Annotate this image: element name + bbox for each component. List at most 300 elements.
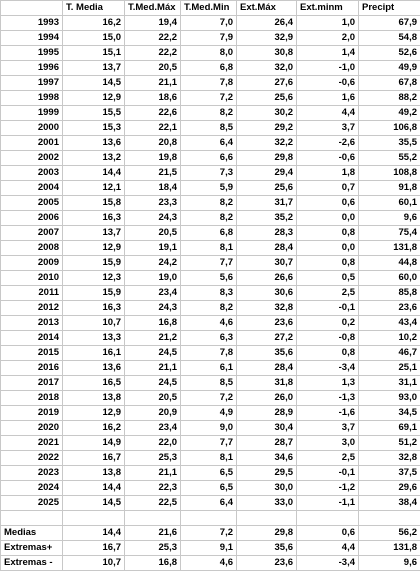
year-cell[interactable]: 2000 (1, 121, 63, 136)
t-med-min-cell[interactable]: 8,2 (181, 196, 237, 211)
t-med-min-cell[interactable]: 4,6 (181, 316, 237, 331)
ext-max-cell[interactable]: 29,8 (237, 151, 297, 166)
ext-min-cell[interactable]: 0,6 (297, 526, 359, 541)
precip-cell[interactable]: 108,8 (359, 166, 420, 181)
t-med-max-cell[interactable]: 22,0 (125, 436, 181, 451)
table-row (1, 181, 420, 196)
table-row (1, 451, 420, 466)
t-med-min-cell[interactable]: 8,5 (181, 376, 237, 391)
t-med-max-cell[interactable]: 19,0 (125, 271, 181, 286)
ext-min-cell[interactable]: 1,8 (297, 166, 359, 181)
ext-max-cell[interactable]: 23,6 (237, 316, 297, 331)
t-media-cell[interactable] (63, 511, 125, 526)
t-med-max-cell[interactable]: 19,8 (125, 151, 181, 166)
ext-max-cell[interactable]: 30,0 (237, 481, 297, 496)
t-med-max-cell[interactable]: 24,3 (125, 211, 181, 226)
t-med-min-cell[interactable]: 6,8 (181, 61, 237, 76)
t-media-cell[interactable]: 16,2 (63, 421, 125, 436)
year-cell[interactable]: 1995 (1, 46, 63, 61)
precip-cell[interactable]: 37,5 (359, 466, 420, 481)
precip-cell[interactable]: 29,6 (359, 481, 420, 496)
precip-cell[interactable]: 91,8 (359, 181, 420, 196)
ext-max-cell[interactable]: 29,8 (237, 526, 297, 541)
t-media-cell[interactable]: 12,9 (63, 406, 125, 421)
precip-cell[interactable]: 46,7 (359, 346, 420, 361)
t-media-cell[interactable]: 15,1 (63, 46, 125, 61)
table-row (1, 466, 420, 481)
ext-max-cell[interactable]: 30,6 (237, 286, 297, 301)
ext-min-cell[interactable]: -2,6 (297, 136, 359, 151)
t-media-cell[interactable]: 13,7 (63, 61, 125, 76)
t-med-max-cell[interactable]: 23,4 (125, 286, 181, 301)
table-row (1, 496, 420, 511)
table-row (1, 301, 420, 316)
ext-min-cell[interactable]: 0,8 (297, 226, 359, 241)
t-media-cell[interactable]: 16,1 (63, 346, 125, 361)
precip-cell[interactable]: 34,5 (359, 406, 420, 421)
ext-min-cell[interactable]: 4,4 (297, 106, 359, 121)
year-cell[interactable]: 2020 (1, 421, 63, 436)
t-med-min-cell[interactable]: 7,8 (181, 76, 237, 91)
t-med-max-cell[interactable]: 21,2 (125, 331, 181, 346)
ext-max-cell[interactable]: 29,2 (237, 121, 297, 136)
ext-min-cell[interactable]: 1,4 (297, 46, 359, 61)
year-cell[interactable]: 2007 (1, 226, 63, 241)
table-row (1, 391, 420, 406)
t-media-cell[interactable]: 14,4 (63, 526, 125, 541)
year-cell[interactable]: 1997 (1, 76, 63, 91)
t-med-min-cell[interactable]: 4,6 (181, 556, 237, 571)
t-media-cell[interactable]: 15,9 (63, 256, 125, 271)
ext-min-cell[interactable]: -1,0 (297, 61, 359, 76)
table-row (1, 106, 420, 121)
ext-max-cell[interactable]: 27,6 (237, 76, 297, 91)
t-med-max-cell[interactable]: 24,5 (125, 376, 181, 391)
t-media-cell[interactable]: 15,8 (63, 196, 125, 211)
ext-min-cell[interactable]: 0,8 (297, 256, 359, 271)
ext-max-cell[interactable]: 32,9 (237, 31, 297, 46)
ext-max-cell[interactable]: 26,6 (237, 271, 297, 286)
t-med-max-cell[interactable]: 23,3 (125, 196, 181, 211)
ext-max-cell[interactable]: 26,0 (237, 391, 297, 406)
ext-min-cell[interactable]: 3,0 (297, 436, 359, 451)
ext-min-cell[interactable] (297, 511, 359, 526)
t-media-cell[interactable]: 10,7 (63, 316, 125, 331)
year-cell[interactable]: Medias (1, 526, 63, 541)
t-med-max-cell[interactable]: 16,8 (125, 556, 181, 571)
t-media-cell[interactable]: 15,5 (63, 106, 125, 121)
t-media-cell[interactable]: 16,3 (63, 301, 125, 316)
ext-min-cell[interactable]: -1,3 (297, 391, 359, 406)
ext-min-cell[interactable]: 4,4 (297, 541, 359, 556)
table-row (1, 481, 420, 496)
t-med-min-cell[interactable]: 8,1 (181, 451, 237, 466)
precip-cell[interactable]: 23,6 (359, 301, 420, 316)
year-cell[interactable]: 1994 (1, 31, 63, 46)
t-med-min-cell[interactable]: 9,0 (181, 421, 237, 436)
blank-row (1, 511, 420, 526)
t-med-min-cell[interactable]: 8,2 (181, 301, 237, 316)
precip-cell[interactable]: 49,2 (359, 106, 420, 121)
t-med-min-cell[interactable]: 5,9 (181, 181, 237, 196)
year-cell[interactable]: 2013 (1, 316, 63, 331)
year-cell[interactable] (1, 511, 63, 526)
t-med-min-cell[interactable]: 7,7 (181, 256, 237, 271)
t-med-min-cell[interactable]: 8,3 (181, 286, 237, 301)
t-med-max-cell[interactable]: 24,2 (125, 256, 181, 271)
t-med-max-cell[interactable]: 25,3 (125, 451, 181, 466)
t-med-min-cell[interactable]: 7,8 (181, 346, 237, 361)
ext-max-cell[interactable]: 29,5 (237, 466, 297, 481)
t-med-min-cell[interactable]: 6,5 (181, 466, 237, 481)
t-med-min-cell[interactable]: 8,1 (181, 241, 237, 256)
table-row (1, 196, 420, 211)
t-med-min-cell[interactable]: 4,9 (181, 406, 237, 421)
ext-min-cell[interactable]: -0,6 (297, 76, 359, 91)
ext-max-cell[interactable]: 26,4 (237, 16, 297, 31)
table-row (1, 76, 420, 91)
t-med-max-cell[interactable]: 19,1 (125, 241, 181, 256)
ext-min-cell[interactable]: -3,4 (297, 361, 359, 376)
precip-cell[interactable]: 131,8 (359, 241, 420, 256)
t-media-cell[interactable]: 13,6 (63, 136, 125, 151)
year-cell[interactable]: 2001 (1, 136, 63, 151)
table-row (1, 211, 420, 226)
precip-cell[interactable]: 131,8 (359, 541, 420, 556)
ext-min-cell[interactable]: 0,2 (297, 316, 359, 331)
t-med-min-cell[interactable]: 8,2 (181, 106, 237, 121)
year-cell[interactable]: 2004 (1, 181, 63, 196)
table-row (1, 31, 420, 46)
ext-max-cell[interactable]: 31,8 (237, 376, 297, 391)
t-media-cell[interactable]: 13,2 (63, 151, 125, 166)
ext-max-cell[interactable]: 35,6 (237, 541, 297, 556)
precip-cell[interactable]: 67,8 (359, 76, 420, 91)
precip-cell[interactable]: Precipt (359, 1, 420, 16)
t-med-max-cell[interactable]: 24,5 (125, 346, 181, 361)
table-row (1, 46, 420, 61)
ext-max-cell[interactable]: 32,2 (237, 136, 297, 151)
ext-min-cell[interactable]: 0,6 (297, 196, 359, 211)
table-row (1, 436, 420, 451)
ext-max-cell[interactable]: 28,9 (237, 406, 297, 421)
t-media-cell[interactable]: 14,5 (63, 76, 125, 91)
precip-cell[interactable]: 56,2 (359, 526, 420, 541)
t-media-cell[interactable]: 15,0 (63, 31, 125, 46)
ext-min-cell[interactable]: 0,0 (297, 241, 359, 256)
ext-max-cell[interactable]: 28,7 (237, 436, 297, 451)
year-cell[interactable]: 2015 (1, 346, 63, 361)
precip-cell[interactable]: 35,5 (359, 136, 420, 151)
summary-row (1, 526, 420, 541)
t-med-min-cell[interactable]: 7,2 (181, 391, 237, 406)
t-med-min-cell[interactable]: 6,3 (181, 331, 237, 346)
year-cell[interactable]: 2016 (1, 361, 63, 376)
table-row (1, 361, 420, 376)
ext-max-cell[interactable]: 32,0 (237, 61, 297, 76)
t-med-min-cell[interactable]: 7,9 (181, 31, 237, 46)
table-row (1, 241, 420, 256)
t-med-max-cell[interactable]: T.Med.Máx (125, 1, 181, 16)
precip-cell[interactable]: 38,4 (359, 496, 420, 511)
t-media-cell[interactable]: 13,7 (63, 226, 125, 241)
t-media-cell[interactable]: 16,7 (63, 451, 125, 466)
t-med-min-cell[interactable]: 6,6 (181, 151, 237, 166)
year-cell[interactable]: 2008 (1, 241, 63, 256)
ext-min-cell[interactable]: 1,6 (297, 91, 359, 106)
ext-max-cell[interactable]: 30,8 (237, 46, 297, 61)
ext-min-cell[interactable]: -0,1 (297, 301, 359, 316)
table-row (1, 121, 420, 136)
year-cell[interactable]: 2024 (1, 481, 63, 496)
t-med-max-cell[interactable]: 22,2 (125, 31, 181, 46)
year-cell[interactable]: 2021 (1, 436, 63, 451)
t-media-cell[interactable]: T. Media (63, 1, 125, 16)
t-med-min-cell[interactable]: 7,3 (181, 166, 237, 181)
t-med-min-cell[interactable]: T.Med.Min (181, 1, 237, 16)
ext-min-cell[interactable]: 3,7 (297, 121, 359, 136)
year-cell[interactable] (1, 1, 63, 16)
t-med-max-cell[interactable]: 22,6 (125, 106, 181, 121)
ext-min-cell[interactable]: 3,7 (297, 421, 359, 436)
ext-min-cell[interactable]: 1,3 (297, 376, 359, 391)
ext-min-cell[interactable]: -1,1 (297, 496, 359, 511)
year-cell[interactable]: 2005 (1, 196, 63, 211)
year-cell[interactable]: 2011 (1, 286, 63, 301)
ext-min-cell[interactable]: -0,1 (297, 466, 359, 481)
precip-cell[interactable]: 75,4 (359, 226, 420, 241)
precip-cell[interactable]: 32,8 (359, 451, 420, 466)
precip-cell[interactable]: 31,1 (359, 376, 420, 391)
t-med-max-cell[interactable]: 20,5 (125, 226, 181, 241)
t-media-cell[interactable]: 13,8 (63, 466, 125, 481)
precip-cell[interactable]: 55,2 (359, 151, 420, 166)
precip-cell[interactable]: 9,6 (359, 211, 420, 226)
t-media-cell[interactable]: 12,9 (63, 241, 125, 256)
t-med-min-cell[interactable] (181, 511, 237, 526)
t-med-max-cell[interactable]: 20,8 (125, 136, 181, 151)
t-media-cell[interactable]: 15,9 (63, 286, 125, 301)
table-row (1, 166, 420, 181)
year-cell[interactable]: Extremas - (1, 556, 63, 571)
ext-max-cell[interactable]: 35,6 (237, 346, 297, 361)
t-med-min-cell[interactable]: 7,7 (181, 436, 237, 451)
precip-cell[interactable]: 44,8 (359, 256, 420, 271)
ext-max-cell[interactable]: 29,4 (237, 166, 297, 181)
t-med-max-cell[interactable]: 21,1 (125, 361, 181, 376)
ext-min-cell[interactable]: -1,6 (297, 406, 359, 421)
ext-max-cell[interactable] (237, 511, 297, 526)
year-cell[interactable]: 2002 (1, 151, 63, 166)
t-med-max-cell[interactable]: 25,3 (125, 541, 181, 556)
ext-min-cell[interactable]: 1,0 (297, 16, 359, 31)
precip-cell[interactable]: 9,6 (359, 556, 420, 571)
ext-max-cell[interactable]: 23,6 (237, 556, 297, 571)
year-cell[interactable]: 1993 (1, 16, 63, 31)
ext-max-cell[interactable]: 35,2 (237, 211, 297, 226)
table-row (1, 346, 420, 361)
precip-cell[interactable]: 69,1 (359, 421, 420, 436)
t-med-max-cell[interactable]: 24,3 (125, 301, 181, 316)
t-media-cell[interactable]: 14,4 (63, 481, 125, 496)
t-med-max-cell[interactable]: 23,4 (125, 421, 181, 436)
t-med-max-cell[interactable]: 21,5 (125, 166, 181, 181)
year-cell[interactable]: Extremas+ (1, 541, 63, 556)
precip-cell[interactable]: 43,4 (359, 316, 420, 331)
precip-cell[interactable]: 88,2 (359, 91, 420, 106)
precip-cell[interactable]: 67,9 (359, 16, 420, 31)
t-med-max-cell[interactable]: 21,6 (125, 526, 181, 541)
ext-max-cell[interactable]: 28,4 (237, 361, 297, 376)
t-med-min-cell[interactable]: 5,6 (181, 271, 237, 286)
t-media-cell[interactable]: 14,5 (63, 496, 125, 511)
ext-max-cell[interactable]: 31,7 (237, 196, 297, 211)
t-media-cell[interactable]: 15,3 (63, 121, 125, 136)
t-media-cell[interactable]: 13,6 (63, 361, 125, 376)
year-cell[interactable]: 1999 (1, 106, 63, 121)
t-med-min-cell[interactable]: 8,0 (181, 46, 237, 61)
year-cell[interactable]: 2014 (1, 331, 63, 346)
t-media-cell[interactable]: 16,5 (63, 376, 125, 391)
precip-cell[interactable]: 60,1 (359, 196, 420, 211)
year-cell[interactable]: 2023 (1, 466, 63, 481)
t-med-max-cell[interactable]: 20,9 (125, 406, 181, 421)
table-row (1, 61, 420, 76)
ext-min-cell[interactable]: 0,8 (297, 346, 359, 361)
t-med-min-cell[interactable]: 6,4 (181, 496, 237, 511)
precip-cell[interactable]: 85,8 (359, 286, 420, 301)
header-row (1, 1, 420, 16)
table-row (1, 16, 420, 31)
year-cell[interactable]: 2019 (1, 406, 63, 421)
year-cell[interactable]: 2017 (1, 376, 63, 391)
ext-min-cell[interactable]: 0,0 (297, 211, 359, 226)
t-med-min-cell[interactable]: 7,2 (181, 91, 237, 106)
precip-cell[interactable]: 25,1 (359, 361, 420, 376)
ext-min-cell[interactable]: 0,5 (297, 271, 359, 286)
table-row (1, 136, 420, 151)
year-cell[interactable]: 2006 (1, 211, 63, 226)
year-cell[interactable]: 2025 (1, 496, 63, 511)
t-med-max-cell[interactable]: 16,8 (125, 316, 181, 331)
year-cell[interactable]: 1996 (1, 61, 63, 76)
precip-cell[interactable]: 10,2 (359, 331, 420, 346)
t-media-cell[interactable]: 13,3 (63, 331, 125, 346)
t-med-max-cell[interactable]: 22,3 (125, 481, 181, 496)
precip-cell[interactable]: 60,0 (359, 271, 420, 286)
ext-max-cell[interactable]: 25,6 (237, 91, 297, 106)
precip-cell[interactable]: 54,8 (359, 31, 420, 46)
t-med-min-cell[interactable]: 6,8 (181, 226, 237, 241)
table-row (1, 331, 420, 346)
t-med-max-cell[interactable]: 18,6 (125, 91, 181, 106)
year-cell[interactable]: 2010 (1, 271, 63, 286)
table-body (1, 1, 420, 571)
t-med-min-cell[interactable]: 8,5 (181, 121, 237, 136)
t-med-min-cell[interactable]: 6,5 (181, 481, 237, 496)
ext-min-cell[interactable]: Ext.minm (297, 1, 359, 16)
ext-max-cell[interactable]: 30,7 (237, 256, 297, 271)
t-media-cell[interactable]: 14,4 (63, 166, 125, 181)
t-med-max-cell[interactable] (125, 511, 181, 526)
ext-max-cell[interactable]: 27,2 (237, 331, 297, 346)
year-cell[interactable]: 2009 (1, 256, 63, 271)
precip-cell[interactable]: 51,2 (359, 436, 420, 451)
table-row (1, 271, 420, 286)
ext-max-cell[interactable]: 30,2 (237, 106, 297, 121)
ext-min-cell[interactable]: -0,8 (297, 331, 359, 346)
summary-row (1, 541, 420, 556)
table-row (1, 256, 420, 271)
ext-min-cell[interactable]: -0,6 (297, 151, 359, 166)
table-row (1, 316, 420, 331)
ext-max-cell[interactable]: 28,3 (237, 226, 297, 241)
t-med-min-cell[interactable]: 7,0 (181, 16, 237, 31)
t-media-cell[interactable]: 12,9 (63, 91, 125, 106)
ext-min-cell[interactable]: -1,2 (297, 481, 359, 496)
t-med-max-cell[interactable]: 20,5 (125, 391, 181, 406)
t-med-min-cell[interactable]: 6,1 (181, 361, 237, 376)
t-med-min-cell[interactable]: 8,2 (181, 211, 237, 226)
t-media-cell[interactable]: 10,7 (63, 556, 125, 571)
ext-min-cell[interactable]: 2,5 (297, 286, 359, 301)
t-media-cell[interactable]: 16,7 (63, 541, 125, 556)
ext-max-cell[interactable]: 28,4 (237, 241, 297, 256)
t-med-min-cell[interactable]: 6,4 (181, 136, 237, 151)
t-med-max-cell[interactable]: 21,1 (125, 466, 181, 481)
year-cell[interactable]: 2003 (1, 166, 63, 181)
year-cell[interactable]: 1998 (1, 91, 63, 106)
t-med-max-cell[interactable]: 22,2 (125, 46, 181, 61)
t-med-min-cell[interactable]: 7,2 (181, 526, 237, 541)
t-med-min-cell[interactable]: 9,1 (181, 541, 237, 556)
t-med-max-cell[interactable]: 22,1 (125, 121, 181, 136)
t-med-max-cell[interactable]: 22,5 (125, 496, 181, 511)
ext-max-cell[interactable]: 34,6 (237, 451, 297, 466)
table-row (1, 376, 420, 391)
precip-cell[interactable]: 52,6 (359, 46, 420, 61)
t-med-max-cell[interactable]: 20,5 (125, 61, 181, 76)
t-media-cell[interactable]: 12,3 (63, 271, 125, 286)
ext-min-cell[interactable]: -3,4 (297, 556, 359, 571)
t-media-cell[interactable]: 16,2 (63, 16, 125, 31)
precip-cell[interactable]: 106,8 (359, 121, 420, 136)
ext-min-cell[interactable]: 2,0 (297, 31, 359, 46)
year-cell[interactable]: 2012 (1, 301, 63, 316)
precip-cell[interactable] (359, 511, 420, 526)
ext-max-cell[interactable]: 33,0 (237, 496, 297, 511)
precip-cell[interactable]: 49,9 (359, 61, 420, 76)
ext-max-cell[interactable]: 32,8 (237, 301, 297, 316)
t-med-max-cell[interactable]: 21,1 (125, 76, 181, 91)
summary-row (1, 556, 420, 571)
t-media-cell[interactable]: 14,9 (63, 436, 125, 451)
ext-max-cell[interactable]: 25,6 (237, 181, 297, 196)
ext-min-cell[interactable]: 2,5 (297, 451, 359, 466)
t-med-max-cell[interactable]: 19,4 (125, 16, 181, 31)
precip-cell[interactable]: 93,0 (359, 391, 420, 406)
t-media-cell[interactable]: 16,3 (63, 211, 125, 226)
table-row (1, 286, 420, 301)
ext-max-cell[interactable]: 30,4 (237, 421, 297, 436)
year-cell[interactable]: 2022 (1, 451, 63, 466)
t-med-max-cell[interactable]: 18,4 (125, 181, 181, 196)
t-media-cell[interactable]: 13,8 (63, 391, 125, 406)
year-cell[interactable]: 2018 (1, 391, 63, 406)
ext-max-cell[interactable]: Ext.Máx (237, 1, 297, 16)
ext-min-cell[interactable]: 0,7 (297, 181, 359, 196)
t-media-cell[interactable]: 12,1 (63, 181, 125, 196)
